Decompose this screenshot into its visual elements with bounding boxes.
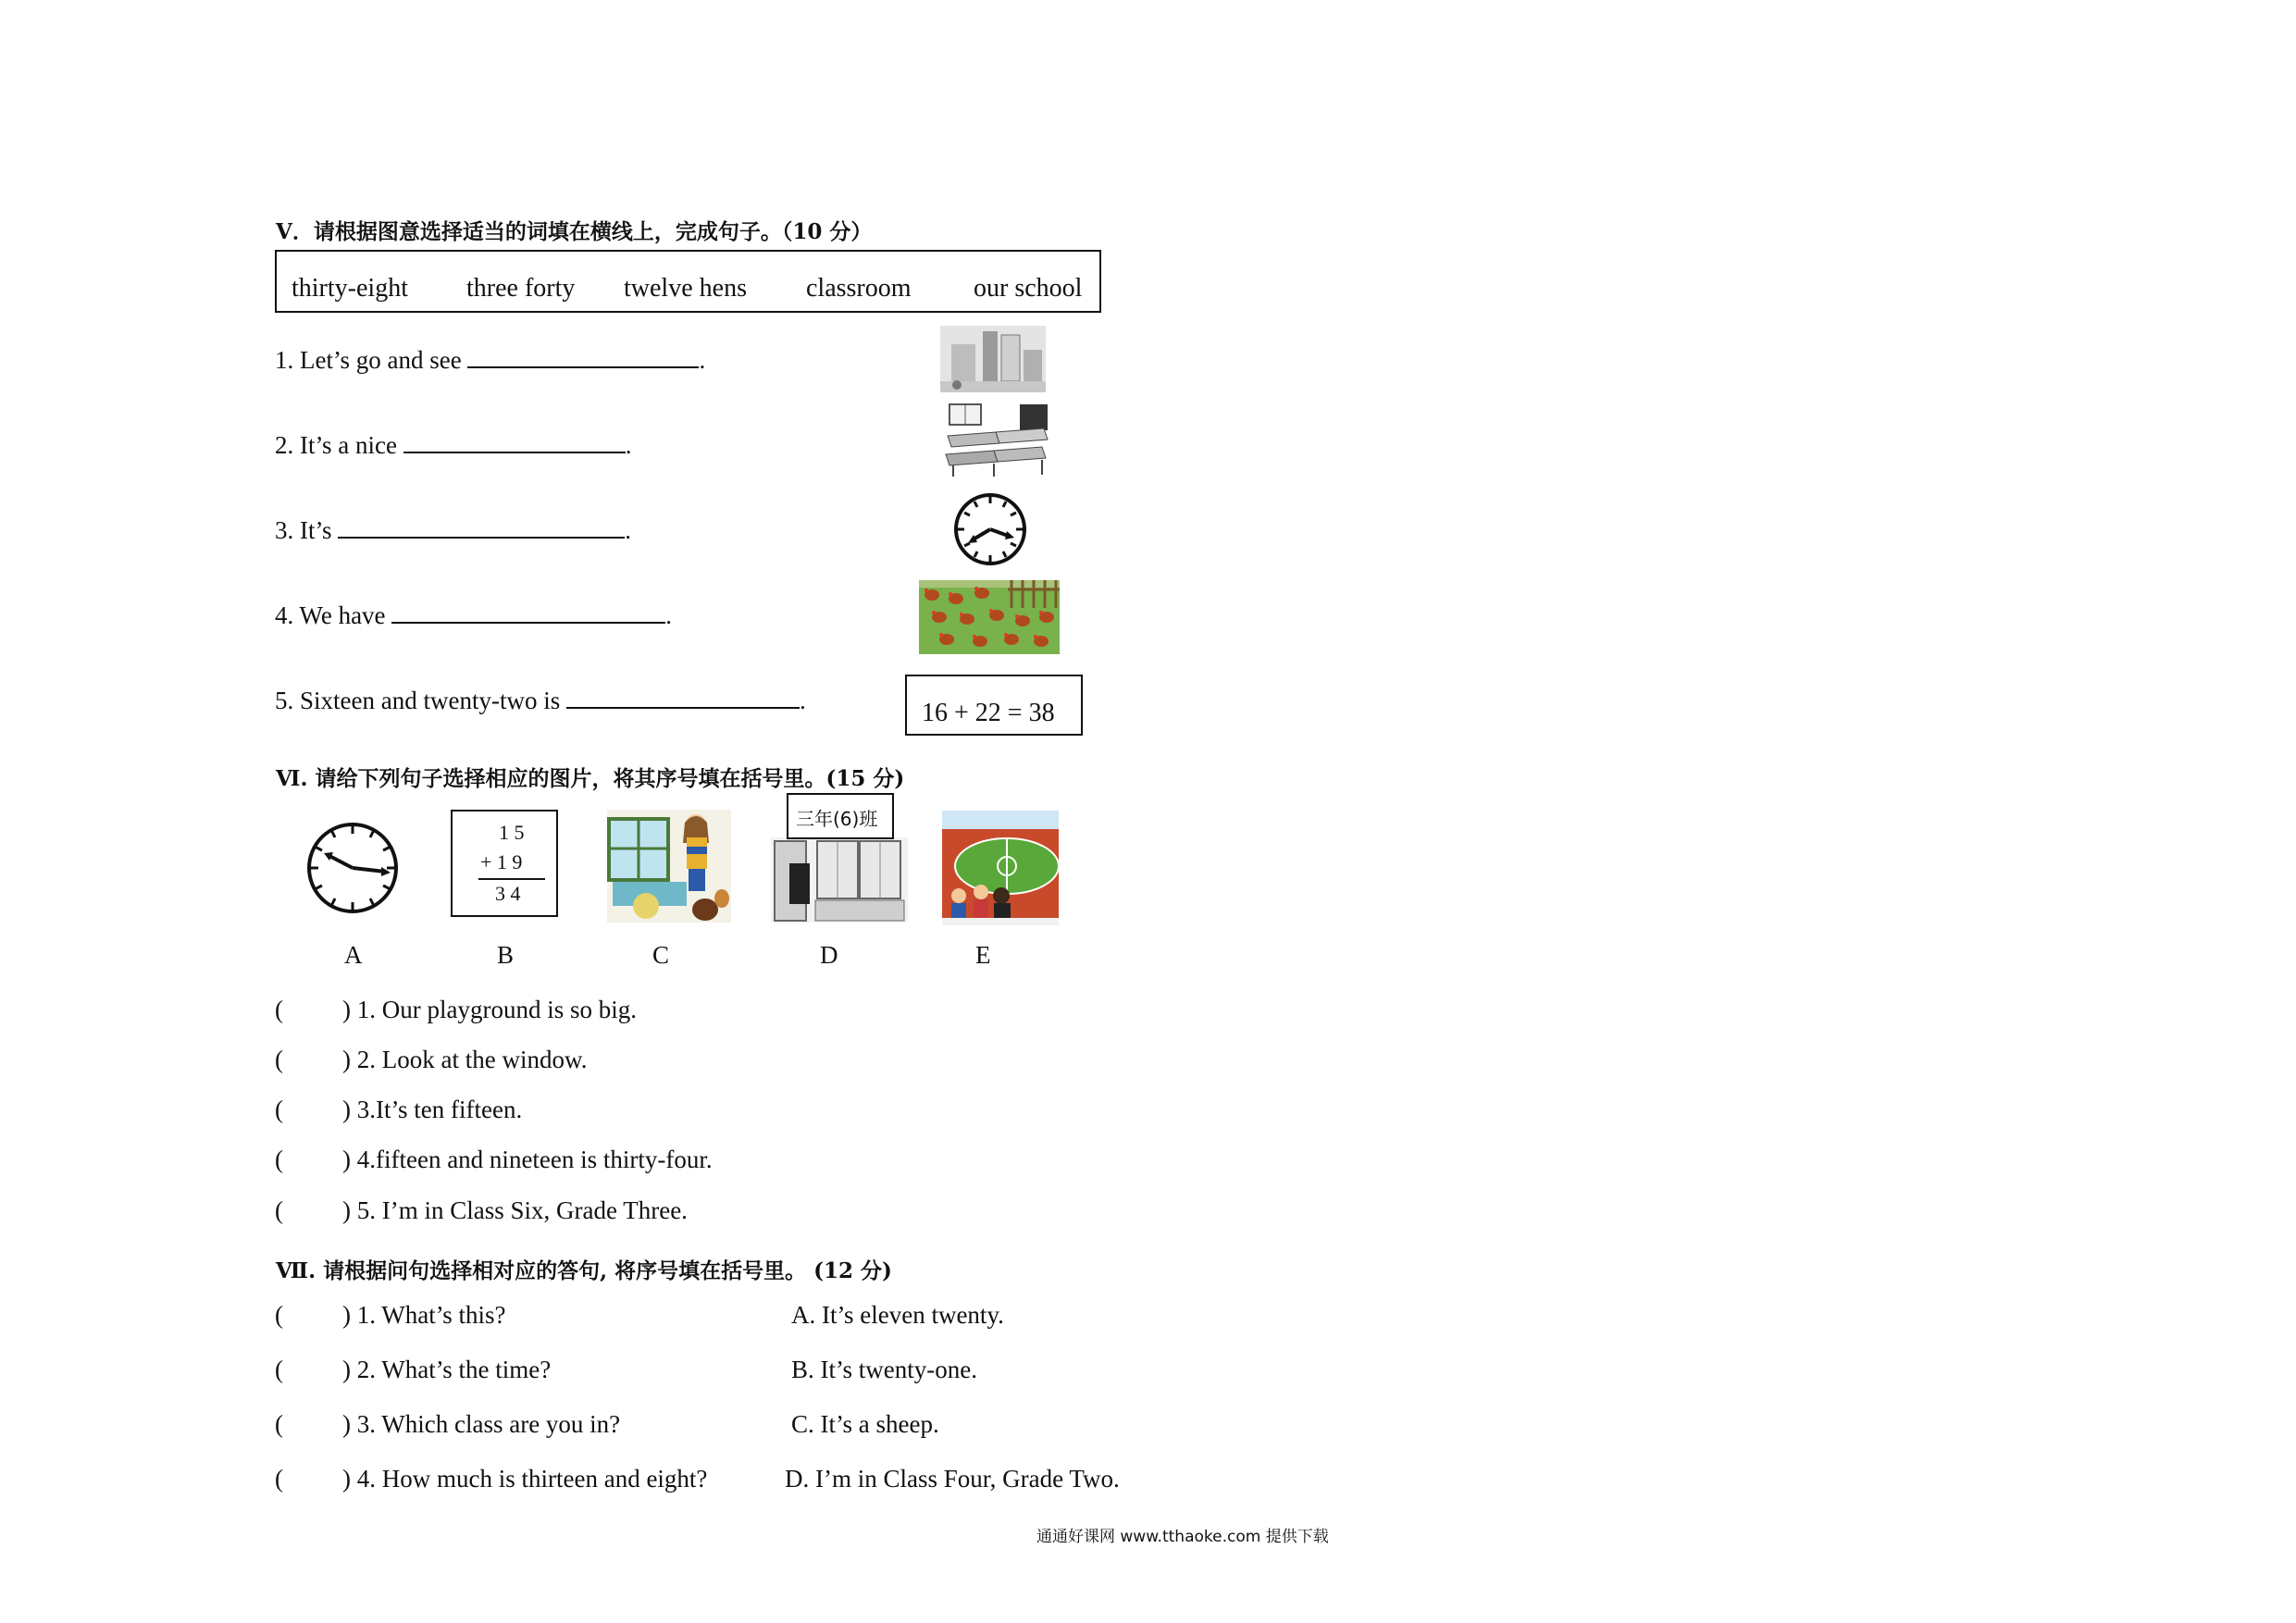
answer-option-c: C. It’s a sheep. <box>791 1410 939 1438</box>
word-bank-item: three forty <box>466 274 576 303</box>
paren-open: ( <box>275 1465 283 1493</box>
question-text: 2. What’s the time? <box>356 1356 552 1383</box>
paren-close: ) <box>342 1465 351 1493</box>
question-text: 1. What’s this? <box>356 1301 506 1329</box>
answer-option-b: B. It’s twenty-one. <box>791 1356 977 1383</box>
paren-close: ) <box>342 1046 351 1073</box>
sum-line <box>478 878 545 880</box>
answer-option-d: D. I’m in Class Four, Grade Two. <box>785 1465 1120 1493</box>
playground-image <box>942 811 1059 925</box>
picture-label-b: B <box>497 941 515 969</box>
answer-option-a: A. It’s eleven twenty. <box>791 1301 1004 1329</box>
paren-close: ) <box>342 996 351 1023</box>
school-gate-image <box>940 326 1046 392</box>
class-sign-box <box>787 793 894 839</box>
addend-1: 1 5 <box>499 821 525 844</box>
sentence-end: . <box>799 687 806 714</box>
girl-window-image <box>607 810 731 923</box>
paren-open: ( <box>275 1096 283 1123</box>
item-text: 2. Look at the window. <box>356 1046 588 1073</box>
paren-close: ) <box>342 1356 351 1383</box>
equation-box <box>905 675 1083 736</box>
answer-blank[interactable] <box>391 598 665 624</box>
match-item-3 <box>275 1096 522 1124</box>
paren-close: ) <box>342 1301 351 1329</box>
sentence-end: . <box>665 601 673 629</box>
footer-source: 通通好课网 www.tthaoke.com 提供下载 <box>1036 1528 1329 1546</box>
addition-box <box>451 810 558 917</box>
paren-close: ) <box>342 1096 351 1123</box>
classroom-door-image <box>771 837 908 923</box>
paren-open: ( <box>275 1196 283 1224</box>
sum-result: 3 4 <box>495 882 521 905</box>
word-bank-item: twelve hens <box>624 274 747 303</box>
paren-open: ( <box>275 1146 283 1173</box>
sentence-end: . <box>625 516 632 544</box>
fill-sentence-2 <box>275 427 631 460</box>
equation-text: 16 + 22 = 38 <box>922 699 1055 727</box>
hens-image <box>919 580 1060 654</box>
word-bank-item: our school <box>974 274 1083 303</box>
paren-open: ( <box>275 1410 283 1438</box>
answer-blank[interactable] <box>566 683 800 709</box>
paren-open: ( <box>275 1356 283 1383</box>
answer-blank[interactable] <box>338 513 625 539</box>
word-bank-box <box>275 250 1101 313</box>
answer-blank[interactable] <box>403 427 626 453</box>
picture-label-c: C <box>652 941 670 969</box>
sentence-text: 3. It’s <box>275 516 332 544</box>
picture-label-e: E <box>975 941 991 969</box>
question-text: 3. Which class are you in? <box>356 1410 621 1438</box>
clock-three-forty-image <box>953 490 1027 568</box>
question-4 <box>275 1465 707 1493</box>
clock-ten-fifteen-image <box>305 821 400 915</box>
fill-sentence-5 <box>275 683 806 715</box>
item-text: 3.It’s ten fifteen. <box>356 1096 523 1123</box>
sentence-text: 4. We have <box>275 601 386 629</box>
item-text: 5. I’m in Class Six, Grade Three. <box>356 1196 688 1224</box>
match-item-5 <box>275 1196 688 1225</box>
picture-label-a: A <box>344 941 363 969</box>
paren-open: ( <box>275 996 283 1023</box>
fill-sentence-1 <box>275 342 705 375</box>
sentence-text: 5. Sixteen and twenty-two is <box>275 687 561 714</box>
paren-close: ) <box>342 1196 351 1224</box>
class-sign-text: 三年(6)班 <box>796 808 878 830</box>
match-item-2 <box>275 1046 587 1074</box>
fill-sentence-4 <box>275 598 672 630</box>
sentence-end: . <box>625 431 632 459</box>
section-6-heading: Ⅵ. 请给下列句子选择相应的图片，将其序号填在括号里。(15 分) <box>276 766 905 791</box>
question-2 <box>275 1356 551 1384</box>
sentence-text: 1. Let’s go and see <box>275 346 462 374</box>
item-text: 4.fifteen and nineteen is thirty-four. <box>356 1146 713 1173</box>
answer-blank[interactable] <box>467 342 699 368</box>
paren-open: ( <box>275 1046 283 1073</box>
addend-2: + 1 9 <box>480 850 523 873</box>
match-item-4 <box>275 1146 713 1174</box>
paren-close: ) <box>342 1146 351 1173</box>
classroom-desks-image <box>942 403 1049 478</box>
sentence-text: 2. It’s a nice <box>275 431 397 459</box>
word-bank-item: classroom <box>806 274 912 303</box>
fill-sentence-3 <box>275 513 631 545</box>
section-7-heading: Ⅶ. 请根据问句选择相对应的答句, 将序号填在括号里。 (12 分) <box>276 1258 892 1283</box>
word-bank-item: thirty-eight <box>292 274 408 303</box>
section-5-heading: V．请根据图意选择适当的词填在横线上，完成句子。（10 分） <box>276 219 873 244</box>
paren-open: ( <box>275 1301 283 1329</box>
match-item-1 <box>275 996 637 1024</box>
sentence-end: . <box>699 346 706 374</box>
paren-close: ) <box>342 1410 351 1438</box>
item-text: 1. Our playground is so big. <box>356 996 637 1023</box>
question-1 <box>275 1301 505 1330</box>
picture-label-d: D <box>820 941 838 969</box>
question-text: 4. How much is thirteen and eight? <box>356 1465 708 1493</box>
question-3 <box>275 1410 620 1439</box>
